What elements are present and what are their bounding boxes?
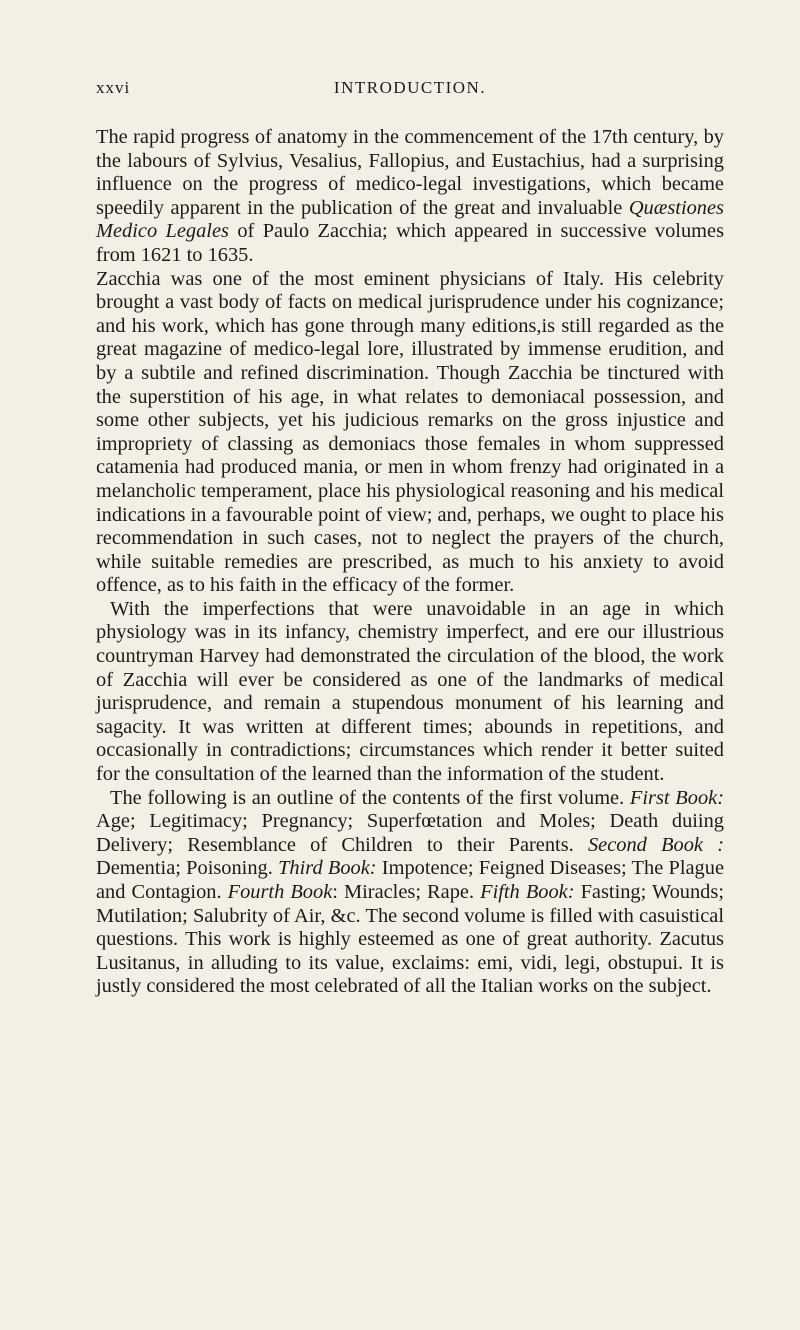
paragraph-2 (96, 268, 724, 598)
book-page (96, 78, 724, 999)
text-run: The following is an outline of the contents of the first volume. (110, 786, 630, 809)
body-text (96, 126, 724, 999)
page-number: xxvi (96, 78, 131, 97)
italic-book-label: First Book: (629, 786, 724, 809)
italic-title: Quæstiones Medico Legales (96, 196, 724, 243)
text-run: With the imperfections that were unavoidable in an age in which physiology was in its infancy, chemistry imperfect, and ere our illustrious countryman Harvey had demonstrated the circulation of the blood, the work of Zacchia will ever be considered as one of the landmarks of medical jurisprudence, and remain a stupendous monument of his learning and sagacity. It was written at different times; abounds in repetitions, and occasionally in contradictions; circumstances which render it better suited for the consultation of the learned than the information of the student. (96, 597, 724, 786)
text-run: The rapid progress of anatomy in the commencement of the 17th century, by the labours of Sylvius, Vesalius, Fallopius, and Eustachius, had a surprising influence on the progress of medico-legal investigations, which became speedily apparent in the publication of the great and invaluable (96, 126, 724, 219)
running-head (96, 78, 724, 108)
running-title: INTRODUCTION. (333, 78, 487, 97)
text-run: of Paulo Zacchia; which appeared in successive volumes from 1621 to 1635. (96, 220, 725, 266)
italic-book-label: Fifth Book: (480, 881, 575, 903)
italic-book-label: Second Book : (587, 833, 725, 856)
text-run: Age; Legitimacy; Pregnancy; Superfœtation and Moles; Death duiing Delivery; Resemblance of Children to their Parents. (96, 810, 724, 856)
paragraph-3 (96, 598, 724, 787)
text-run: Zacchia was one of the most eminent physicians of Italy. His celebrity brought a vast body of facts on medical jurisprudence under his cognizance; and his work, which has gone through many editions,is still regarded as the great magazine of medico-legal lore, illustrated by immense erudition, and by a subtile and refined discrimination. Though Zacchia be tinctured with the superstition of his age, in what relates to demoniacal possession, and some other subjects, yet his judicious remarks on the gross injustice and impropriety of classing as demoniacs those females in whom suppressed catamenia had produced mania, or men in whom frenzy had originated in a melancholic temperament, place his physiological reasoning and his medical indications in a favourable point of view; and, perhaps, we ought to place his recommendation in such cases, not to neglect the prayers of the church, while suitable remedies are prescribed, as much to his anxiety to avoid offence, as to his faith in the efficacy of the former. (96, 267, 724, 597)
text-run: : Miracles; Rape. (332, 881, 481, 903)
paragraph-4 (96, 787, 724, 999)
text-run: Fasting; Wounds; Mutilation; Salubrity of Air, &c. The second volume is filled with casuistical questions. This work is highly esteemed as one of great authority. Zacutus Lusitanus, in alluding to its value, exclaims: emi, vidi, legi, obstupui. It is justly considered the most celebrated of all the Italian works on the subject. (96, 881, 724, 998)
italic-book-label: Third Book: (278, 857, 377, 880)
paragraph-1 (96, 126, 724, 268)
italic-book-label: Fourth Book (227, 881, 333, 903)
text-run: Impotence; Feigned Diseases; The Plague and Contagion. (96, 857, 724, 903)
text-run: Dementia; Poisoning. (96, 857, 279, 880)
